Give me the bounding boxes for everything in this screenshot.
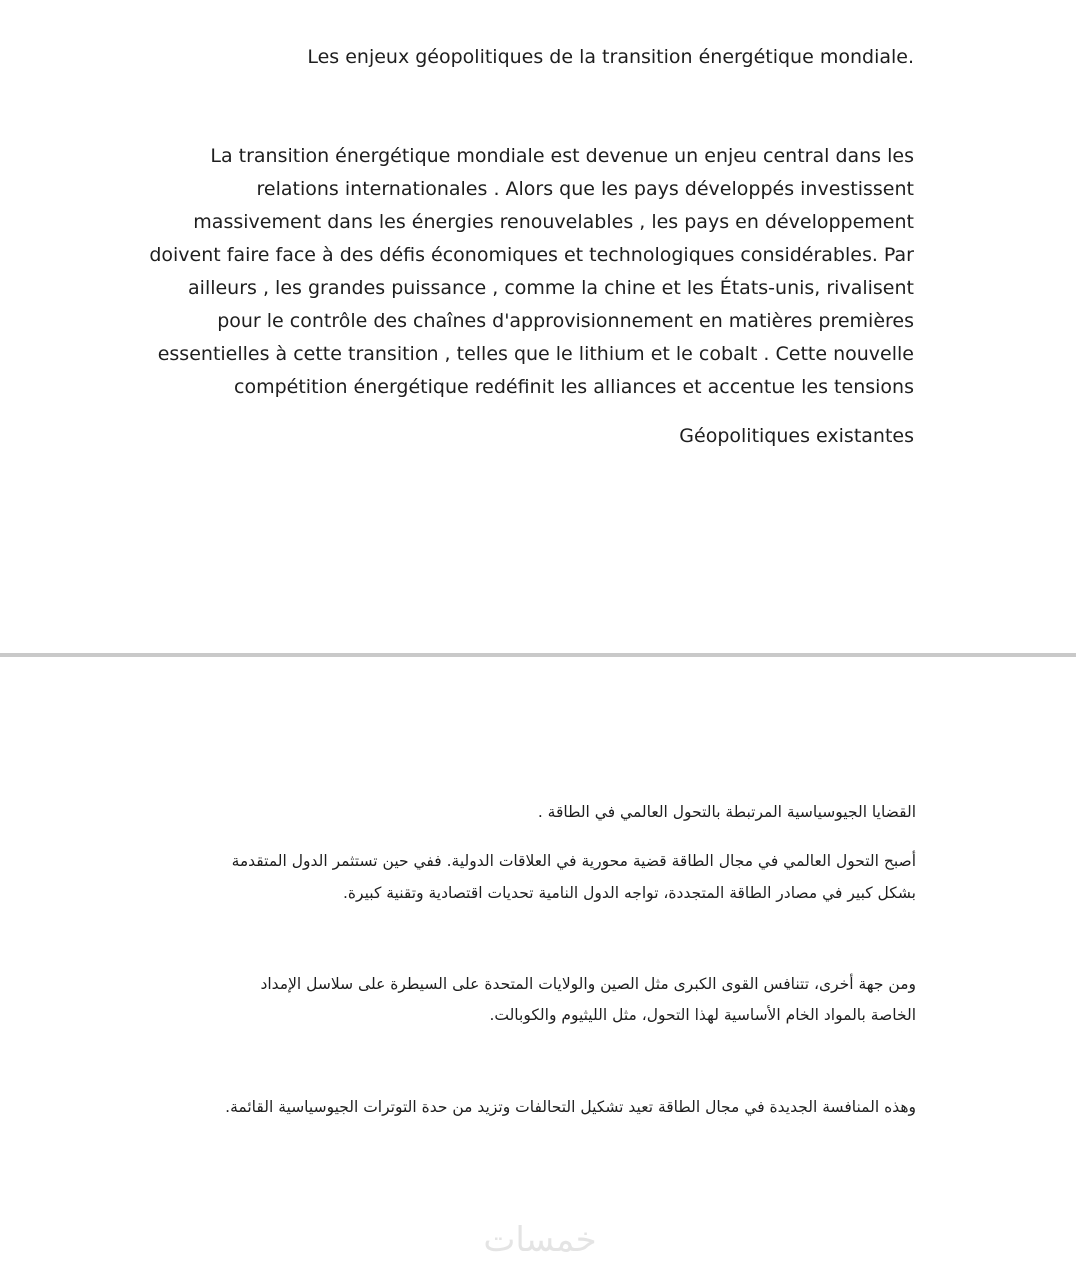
french-title: Les enjeux géopolitiques de la transition énergétique mondiale.	[307, 46, 914, 68]
french-line: ailleurs , les grandes puissance , comme la chine et les États-unis, rivalisent	[188, 277, 914, 299]
french-line: essentielles à cette transition , telles que le lithium et le cobalt . Cette nouvelle	[157, 343, 914, 365]
french-paragraph	[94, 140, 914, 404]
page-arabic	[0, 658, 1076, 1280]
arabic-line: أصبح التحول العالمي في مجال الطاقة قضية محورية في العلاقات الدولية. ففي حين تستثمر الدول المتقدمة	[231, 852, 916, 870]
arabic-line: الخاصة بالمواد الخام الأساسية لهذا التحول، مثل الليثيوم والكوبالت.	[489, 1006, 916, 1024]
watermark-logo: خمسات	[483, 1220, 597, 1260]
arabic-paragraph-3: وهذه المنافسة الجديدة في مجال الطاقة تعيد تشكيل التحالفات وتزيد من حدة التوترات الجيوسياسية القائمة.	[225, 1098, 916, 1116]
page-divider	[0, 653, 1076, 657]
arabic-paragraph-2	[116, 969, 916, 1031]
arabic-paragraph-1	[116, 845, 916, 909]
french-line: doivent faire face à des défis économiques et technologiques considérables. Par	[149, 244, 914, 266]
french-tail-line: Géopolitiques existantes	[679, 425, 914, 447]
french-line: massivement dans les énergies renouvelables , les pays en développement	[193, 211, 914, 233]
arabic-line: ومن جهة أخرى، تتنافس القوى الكبرى مثل الصين والولايات المتحدة على السيطرة على سلاسل الإمداد	[260, 975, 916, 993]
french-line: relations internationales . Alors que les pays développés investissent	[256, 178, 914, 200]
french-line: pour le contrôle des chaînes d'approvisionnement en matières premières	[217, 310, 914, 332]
french-line: compétition énergétique redéfinit les alliances et accentue les tensions	[234, 376, 914, 398]
french-line: La transition énergétique mondiale est devenue un enjeu central dans les	[210, 145, 914, 167]
arabic-title: القضايا الجيوسياسية المرتبطة بالتحول العالمي في الطاقة .	[537, 803, 916, 821]
arabic-line: بشكل كبير في مصادر الطاقة المتجددة، تواجه الدول النامية تحديات اقتصادية وتقنية كبيرة.	[342, 884, 916, 902]
